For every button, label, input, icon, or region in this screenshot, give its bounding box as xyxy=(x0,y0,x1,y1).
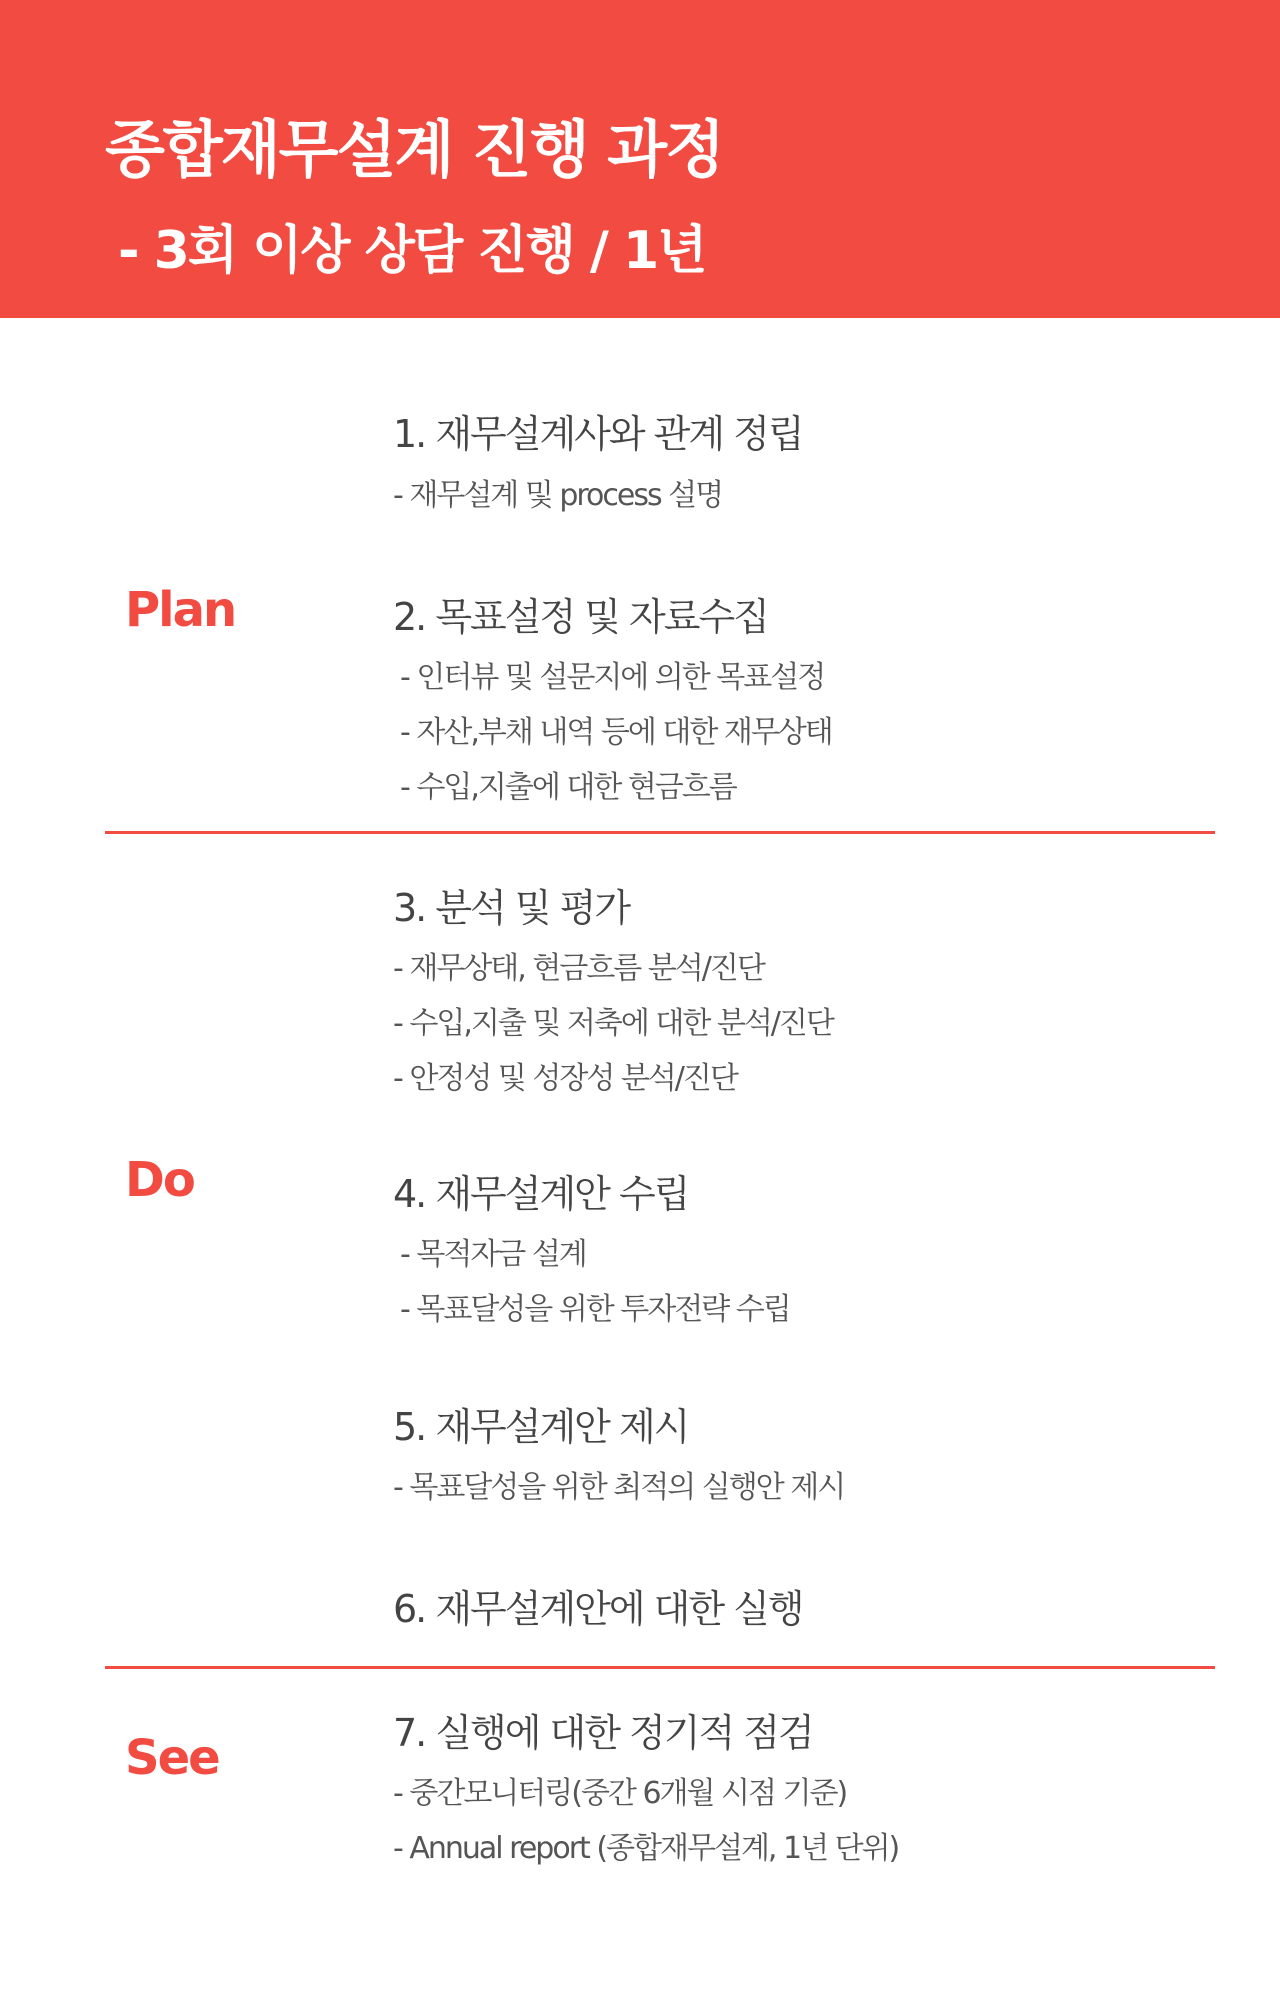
step-7-item-2: - Annual report (종합재무설계, 1년 단위) xyxy=(393,1831,899,1866)
page-title: 종합재무설계 진행 과정 xyxy=(105,113,724,186)
step-5-title: 5. 재무설계안 제시 xyxy=(393,1405,689,1449)
step-3-item-2: - 수입,지출 및 저축에 대한 분석/진단 xyxy=(393,1006,833,1041)
phase-label-see: See xyxy=(125,1730,219,1786)
step-3-item-1: - 재무상태, 현금흐름 분석/진단 xyxy=(393,951,764,986)
step-7-title: 7. 실행에 대한 정기적 점검 xyxy=(393,1711,813,1755)
step-3-item-3: - 안정성 및 성장성 분석/진단 xyxy=(393,1061,737,1096)
step-4-title: 4. 재무설계안 수립 xyxy=(393,1172,689,1216)
step-2-item-2: - 자산,부채 내역 등에 대한 재무상태 xyxy=(400,715,832,750)
phase-label-do: Do xyxy=(125,1152,194,1208)
step-4-item-2: - 목표달성을 위한 투자전략 수립 xyxy=(400,1292,790,1327)
step-1-title: 1. 재무설계사와 관계 정립 xyxy=(393,412,803,456)
step-2-item-1: - 인터뷰 및 설문지에 의한 목표설정 xyxy=(400,660,825,695)
step-1-item-1: - 재무설계 및 process 설명 xyxy=(393,478,723,513)
step-3-title: 3. 분석 및 평가 xyxy=(393,886,630,930)
divider-do-see xyxy=(105,1666,1215,1669)
step-4-item-1: - 목적자금 설계 xyxy=(400,1237,586,1272)
phase-label-plan: Plan xyxy=(125,582,236,638)
header-banner xyxy=(0,0,1280,318)
step-7-item-1: - 중간모니터링(중간 6개월 시점 기준) xyxy=(393,1776,847,1811)
page-subtitle: - 3회 이상 상담 진행 / 1년 xyxy=(118,221,706,281)
step-6-title: 6. 재무설계안에 대한 실행 xyxy=(393,1587,803,1631)
divider-plan-do xyxy=(105,831,1215,834)
step-2-title: 2. 목표설정 및 자료수집 xyxy=(393,595,768,639)
step-5-item-1: - 목표달성을 위한 최적의 실행안 제시 xyxy=(393,1470,845,1505)
step-2-item-3: - 수입,지출에 대한 현금흐름 xyxy=(400,770,736,805)
